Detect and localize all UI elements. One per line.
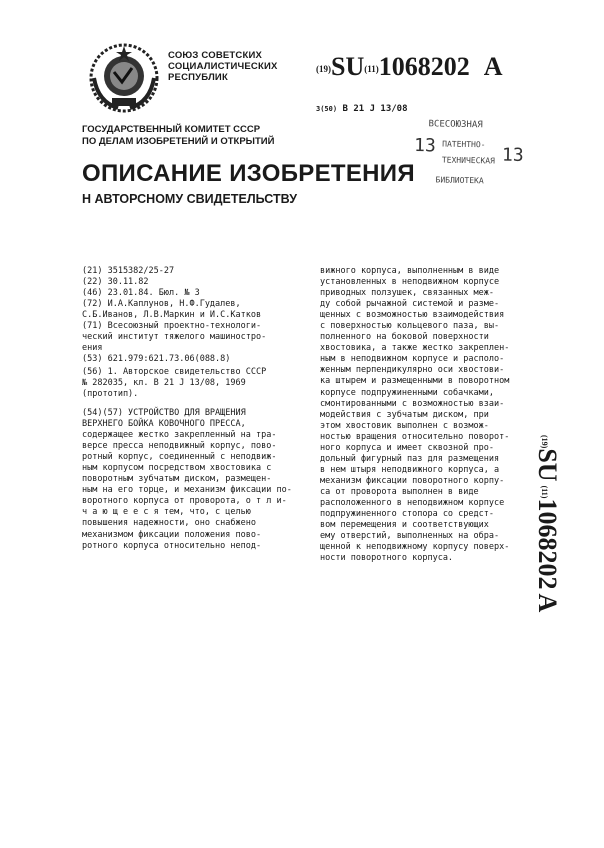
document-subtitle: Н АВТОРСНОМУ СВИДЕТЕЛЬСТВУ xyxy=(82,192,297,206)
abstract-line: смонтированными с возможностью взаи- xyxy=(320,398,505,409)
stamp-line: ПАТЕНТНО- xyxy=(442,139,486,150)
abstract-line: щенных с возможностью взаимодействия xyxy=(320,310,505,321)
abstract-line: ротного корпуса относительно непод- xyxy=(82,540,262,551)
abstract-line: корпусе подпружиненными собачками, xyxy=(320,387,494,398)
union-line: СОЮЗ СОВЕТСКИХ xyxy=(168,50,263,61)
abstract-line: ду собой рычажной системой и разме- xyxy=(320,299,500,310)
stamp-line: БИБЛИОТЕКА xyxy=(435,175,484,186)
biblio-line: ения xyxy=(82,343,103,354)
document-title: ОПИСАНИЕ ИЗОБРЕТЕНИЯ xyxy=(82,160,415,187)
union-line: РЕСПУБЛИК xyxy=(168,72,228,83)
vertical-number-code: (11) xyxy=(540,485,549,499)
abstract-line: полненного на боковой поверхности xyxy=(320,332,489,343)
biblio-line: (46) 23.01.84. Бюл. № 3 xyxy=(82,288,200,299)
ipc-classification xyxy=(316,104,408,114)
abstract-line: механизмом фиксации положения пово- xyxy=(82,529,262,540)
ipc-value: В 21 J 13/08 xyxy=(342,104,408,114)
abstract-line: модействия с зубчатым диском, при xyxy=(320,409,489,420)
abstract-line: этом хвостовик выполнен с возмож- xyxy=(320,420,489,431)
abstract-line: щенной к неподвижному корпусу поверх- xyxy=(320,542,510,553)
abstract-line: ностью вращения относительно поворот- xyxy=(320,431,510,442)
abstract-left xyxy=(82,408,292,552)
abstract-line: содержащее жестко закрепленный на тра- xyxy=(82,430,277,441)
biblio-line: (22) 30.11.82 xyxy=(82,277,149,288)
abstract-line: хвостовика, а также жестко закреплен- xyxy=(320,343,510,354)
biblio-line: (72) И.А.Каплунов, Н.Ф.Гудалев, xyxy=(82,299,241,310)
biblio-line: С.Б.Иванов, Л.В.Маркин и И.С.Катков xyxy=(82,310,262,321)
biblio-line: (71) Всесоюзный проектно-технологи- xyxy=(82,321,262,332)
committee-line: ПО ДЕЛАМ ИЗОБРЕТЕНИЙ И ОТКРЫТИЙ xyxy=(82,136,275,147)
abstract-line: дольный фигурный паз для размещения xyxy=(320,453,500,464)
union-name xyxy=(168,50,278,83)
ipc-code: 3(50) xyxy=(316,105,338,113)
union-line: СОЦИАЛИСТИЧЕСКИХ xyxy=(168,61,278,72)
abstract-line: вом перемещения и соответствующих xyxy=(320,520,489,531)
abstract-line: установленных в неподвижном корпусе xyxy=(320,277,500,288)
abstract-right xyxy=(320,266,509,564)
stamp-right-mark: 13 xyxy=(501,144,524,166)
abstract-line: с поверхностью кольцевого паза, вы- xyxy=(320,321,500,332)
abstract-line: подпружиненного стопора со средст- xyxy=(320,509,494,520)
reference-line: (прототип). xyxy=(82,389,139,400)
vertical-kind: A xyxy=(533,593,562,613)
state-emblem xyxy=(88,42,160,114)
biblio-line: (21) 3515382/25-27 xyxy=(82,266,175,276)
abstract-line: версе пресса неподвижный корпус, пово- xyxy=(82,441,277,452)
abstract-line: повышения надежности, оно снабжено xyxy=(82,518,256,529)
committee-name xyxy=(82,124,274,148)
ussr-state-emblem-icon xyxy=(88,42,160,114)
abstract-line: са от проворота выполнен в виде xyxy=(320,486,479,497)
abstract-line: механизм фиксации поворотного корпу- xyxy=(320,475,505,486)
biblio-line: ческий институт тяжелого машиностро- xyxy=(82,332,267,343)
abstract-line: ВЕРХНЕГО БОЙКА КОВОЧНОГО ПРЕССА, xyxy=(82,419,246,430)
library-stamp xyxy=(413,117,522,193)
abstract-line: ного корпуса и имеет сквозной про- xyxy=(320,442,494,453)
bibliographic-data xyxy=(82,266,266,365)
vertical-country: SU xyxy=(533,448,562,482)
vertical-patent-text xyxy=(532,435,562,612)
patent-kind: A xyxy=(483,52,503,81)
committee-line: ГОСУДАРСТВЕННЫЙ КОМИТЕТ СССР xyxy=(82,124,261,135)
biblio-line: (53) 621.979:621.73.06(088.8) xyxy=(82,354,231,365)
abstract-line: ему отверстий, выполненных на обра- xyxy=(320,531,500,542)
stamp-line: ВСЕСОЮЗНАЯ xyxy=(428,119,483,131)
abstract-line: поворотным зубчатым диском, размещен- xyxy=(82,474,272,485)
abstract-line: женным перпендикулярно оси хвостови- xyxy=(320,365,505,376)
stamp-left-mark: 13 xyxy=(413,135,437,157)
abstract-line: приводных ползушек, связанных меж- xyxy=(320,288,494,299)
patent-number: 1068202 xyxy=(378,52,470,81)
abstract-line: ности поворотного корпуса. xyxy=(320,553,454,564)
patent-number-header xyxy=(316,52,503,82)
country: SU xyxy=(331,52,365,81)
abstract-line: вижного корпуса, выполненным в виде xyxy=(320,266,500,276)
vertical-country-code: (19) xyxy=(540,435,549,449)
abstract-line: ч а ю щ е е с я тем, что, с целью xyxy=(82,507,251,518)
references xyxy=(82,367,266,400)
reference-line: № 282035, кл. В 21 J 13/08, 1969 xyxy=(82,378,246,389)
abstract-line: ным в неподвижном корпусе и располо- xyxy=(320,354,505,365)
abstract-line: в нем штыря неподвижного корпуса, а xyxy=(320,464,500,475)
vertical-patent-number xyxy=(533,435,572,665)
abstract-line: ротный корпус, соединенный с неподвиж- xyxy=(82,452,277,463)
number-code: (11) xyxy=(364,64,379,74)
abstract-line: ным на его торце, и механизм фиксации по- xyxy=(82,485,292,496)
abstract-line: ным корпусом посредством хвостовика с xyxy=(82,463,272,474)
abstract-line: (54)(57) УСТРОЙСТВО ДЛЯ ВРАЩЕНИЯ xyxy=(82,408,246,418)
reference-line: (56) 1. Авторское свидетельство СССР xyxy=(82,367,267,377)
vertical-number: 1068202 xyxy=(533,498,562,590)
abstract-line: воротного корпуса от проворота, о т л и- xyxy=(82,496,287,507)
abstract-line: расположенного в неподвижном корпусе xyxy=(320,497,505,508)
country-code: (19) xyxy=(316,64,331,74)
abstract-line: ка штырем и размещенными в поворотном xyxy=(320,376,510,387)
stamp-line: ТЕХНИЧЕСКАЯ xyxy=(441,155,495,166)
